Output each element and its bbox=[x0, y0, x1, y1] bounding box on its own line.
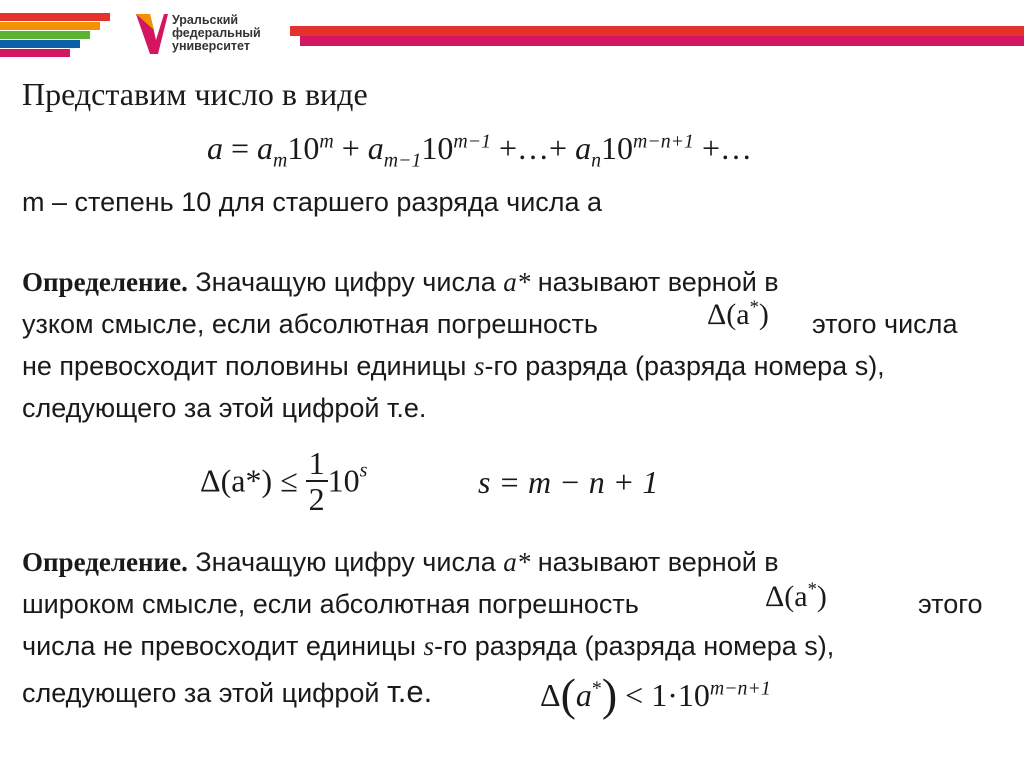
def1-line-1 bbox=[22, 266, 779, 298]
narrow-sense-inequality bbox=[200, 446, 367, 516]
ten-3: 10 bbox=[601, 130, 634, 166]
var-a: a bbox=[207, 130, 223, 166]
ten-1: 10 bbox=[287, 130, 320, 166]
def2-delta-open: Δ(a bbox=[765, 580, 808, 613]
f1-exp: s bbox=[359, 459, 368, 482]
f3-rest: < 1·10 bbox=[625, 677, 710, 713]
sup-m: m bbox=[319, 130, 334, 153]
def2-delta-star: * bbox=[807, 579, 817, 600]
def1-delta-close: ) bbox=[758, 298, 769, 331]
def2-s: s bbox=[423, 631, 435, 661]
def1-line-2a: узком смысле, если абсолютная погрешность bbox=[22, 309, 598, 339]
ten-2: 10 bbox=[421, 130, 454, 166]
plus-1: + bbox=[341, 130, 360, 166]
def2-line-1 bbox=[22, 546, 779, 578]
plus-2: + bbox=[499, 130, 518, 166]
f3-rparen: ) bbox=[601, 669, 618, 720]
def1-line1-a: Значащую цифру числа bbox=[187, 267, 504, 297]
f1-fraction bbox=[306, 446, 328, 516]
def2-line1-b: называют верной в bbox=[530, 547, 779, 577]
def2-line3-b: -го разряда (разряда номера s), bbox=[434, 631, 835, 661]
def1-line-4: следующего за этой цифрой т.е. bbox=[22, 393, 427, 423]
sub-n: n bbox=[591, 149, 602, 172]
f3-exp: m−n+1 bbox=[709, 677, 771, 700]
def1-delta-open: Δ(a bbox=[707, 298, 750, 331]
f3-star: * bbox=[591, 677, 602, 700]
logo-line-1: Уральский bbox=[172, 13, 239, 27]
def1-line-2b: этого числа bbox=[812, 309, 958, 339]
def2-line1-a: Значащую цифру числа bbox=[187, 547, 504, 577]
f3-a: a bbox=[575, 677, 592, 713]
stripe-orange-left bbox=[0, 22, 100, 30]
def2-line-2b: этого bbox=[918, 589, 983, 619]
def2-line-4 bbox=[22, 676, 432, 709]
def1-astar: a* bbox=[503, 267, 531, 297]
def2-line4-text: следующего за этой цифрой bbox=[22, 678, 388, 708]
logo-line-3: университет bbox=[172, 39, 250, 53]
dots-1: … bbox=[517, 130, 550, 166]
sub-m-1: m−1 bbox=[383, 149, 422, 172]
stripe-green-left bbox=[0, 31, 90, 39]
f3-delta: Δ bbox=[540, 677, 561, 713]
f3-lparen: ( bbox=[560, 669, 576, 720]
stripe-red-left bbox=[0, 13, 110, 21]
logo-text bbox=[172, 14, 261, 53]
slide-title: Представим число в виде bbox=[22, 76, 368, 112]
f1-den: 2 bbox=[308, 481, 325, 517]
var-am1: a bbox=[367, 130, 384, 166]
def2-line-3 bbox=[22, 630, 834, 662]
stripe-red-right bbox=[290, 26, 1024, 36]
ural-university-logo-icon bbox=[134, 10, 170, 58]
def1-label: Определение. bbox=[22, 267, 188, 297]
dots-2: … bbox=[719, 130, 752, 166]
equals-sign: = bbox=[231, 130, 250, 166]
def2-delta-close: ) bbox=[816, 580, 827, 613]
def1-s: s bbox=[473, 351, 485, 381]
sub-m: m bbox=[273, 149, 288, 172]
var-am: a bbox=[257, 130, 274, 166]
f1-leq: ≤ bbox=[280, 462, 298, 499]
def1-delta-star: * bbox=[749, 297, 759, 318]
def2-delta bbox=[765, 580, 827, 614]
def2-label: Определение. bbox=[22, 547, 188, 577]
def1-delta bbox=[707, 298, 769, 332]
var-an: a bbox=[575, 130, 592, 166]
stripe-magenta-right bbox=[300, 36, 1024, 46]
f1-num: 1 bbox=[306, 446, 328, 482]
stripe-blue-left bbox=[0, 40, 80, 48]
def1-line1-b: называют верной в bbox=[530, 267, 779, 297]
sup-m-1: m−1 bbox=[453, 130, 491, 153]
sup-m-n-1: m−n+1 bbox=[633, 130, 694, 153]
def1-line-3 bbox=[22, 350, 885, 382]
plus-4: + bbox=[701, 130, 720, 166]
logo-line-2: федеральный bbox=[172, 26, 261, 40]
f1-lhs: Δ(a*) bbox=[200, 462, 273, 499]
plus-3: + bbox=[549, 130, 568, 166]
m-note: m – степень 10 для старшего разряда числа a bbox=[22, 187, 603, 217]
def2-line-2a: широком смысле, если абсолютная погрешность bbox=[22, 589, 639, 619]
def2-line3-a: числа не превосходит единицы bbox=[22, 631, 424, 661]
s-formula: s = m − n + 1 bbox=[478, 464, 659, 500]
stripe-magenta-left bbox=[0, 49, 70, 57]
broad-sense-inequality bbox=[540, 668, 771, 721]
f1-ten: 10 bbox=[327, 462, 360, 499]
def2-te: т.е. bbox=[387, 674, 433, 709]
number-expansion-formula bbox=[207, 130, 752, 172]
def2-astar: a* bbox=[503, 547, 531, 577]
def1-line3-a: не превосходит половины единицы bbox=[22, 351, 474, 381]
def1-line3-b: -го разряда (разряда номера s), bbox=[484, 351, 885, 381]
